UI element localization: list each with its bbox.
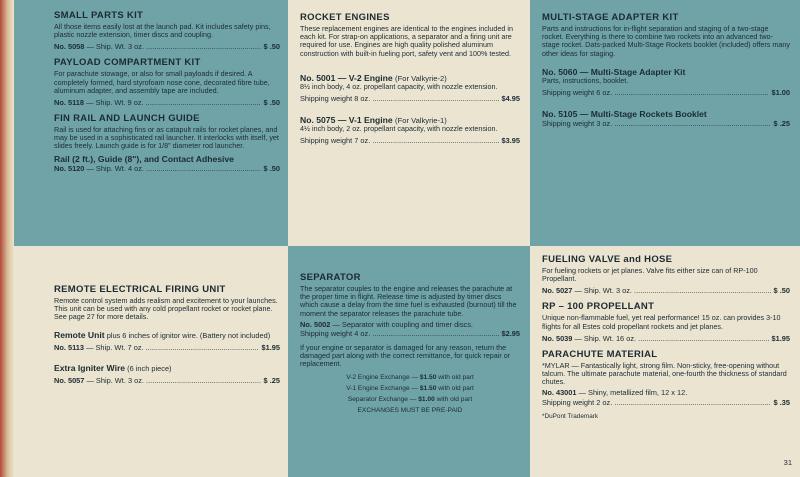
small-parts-order-line: [54, 42, 280, 52]
v1-engine-for: (For Valkyrie-1): [395, 116, 447, 126]
rp100-price: $1.95: [771, 333, 790, 343]
multi-stage-kit-desc: Parts, instructions, booklet.: [542, 75, 629, 85]
rp100-order-line: [542, 334, 790, 344]
remote-unit-title: Remote Unit: [54, 329, 105, 340]
remote-unit-price: $1.95: [261, 342, 280, 352]
rp100-number: No. 5039: [542, 333, 573, 343]
parachute-item-line: [542, 389, 790, 397]
igniter-wire-number: No. 5057: [54, 375, 85, 385]
rp100-desc: Unique non-flammable fuel, yet real performance! 15 oz. can provides 3-10 flights for all Estes cold propellant rockets and jet planes.: [542, 313, 781, 331]
v2-engine-desc: 8½ inch body, 4 oz. propellant capacity, with nozzle extension.: [300, 81, 498, 91]
parachute-desc: *MYLAR — Fantastically light, strong film. Non-sticky, free-opening without talcum. The ultimate parachute material, one-fourth the thickness of standard chutes.: [542, 360, 787, 387]
parachute-title: PARACHUTE MATERIAL: [542, 348, 658, 360]
separator-ship: Shipping weight 4 oz. .....: [300, 329, 499, 339]
remote-firing-title: REMOTE ELECTRICAL FIRING UNIT: [54, 284, 226, 295]
exchange-line-separator: [300, 394, 520, 405]
fueling-valve-number: No. 5027: [542, 286, 573, 296]
remote-unit-order-line: [54, 343, 280, 353]
igniter-wire-ship: — Ship. Wt. 3 oz.: [86, 375, 144, 385]
exchange-v2-price: $1.50: [419, 373, 437, 381]
separator-order-line: [300, 329, 520, 339]
parachute-ship: Shipping weight 2 oz. .....: [542, 398, 771, 408]
small-parts-title: SMALL PARTS KIT: [54, 10, 144, 21]
v2-engine-order-line: [300, 94, 520, 104]
rocket-engines-panel: [288, 0, 530, 246]
igniter-wire-title: Extra Igniter Wire: [54, 362, 126, 373]
fueling-valve-title: FUELING VALVE and HOSE: [542, 254, 673, 265]
v1-engine-ship: Shipping weight 7 oz. .....: [300, 136, 499, 146]
separator-panel: [288, 246, 530, 477]
separator-number: No. 5002: [300, 319, 331, 329]
exchange-v1-tail: with old part: [438, 384, 474, 392]
fueling-valve-order-line: [542, 286, 790, 296]
v1-engine-desc: 4½ inch body, 2 oz. propellant capacity, with nozzle extension.: [300, 124, 498, 134]
small-parts-ship: — Ship. Wt. 3 oz.: [86, 42, 144, 52]
fin-rail-title: FIN RAIL AND LAUNCH GUIDE: [54, 113, 200, 125]
multi-stage-booklet-price: $ .25: [773, 119, 790, 129]
page-binding-edge: [0, 0, 14, 477]
multi-stage-booklet-title: No. 5105 — Multi-Stage Rockets Booklet: [542, 109, 707, 120]
fin-rail-order-line: [54, 164, 280, 174]
dupont-trademark: *DuPont Trademark: [542, 412, 599, 420]
separator-damaged-note: If your engine or separator is damaged for any reason, return the damaged part along with the correct remittance, for quick repair or replacement.: [300, 343, 511, 369]
small-parts-desc: All those items easily lost at the launch pad. Kit includes safety pins, plastic nozzle extension, timer discs and coupling.: [54, 22, 271, 40]
parachute-price: $ .35: [773, 397, 790, 407]
remote-unit-ship: — Ship. Wt. 7 oz.: [86, 342, 144, 352]
separator-item-desc: — Separator with coupling and timer discs.: [332, 319, 473, 329]
fueling-valve-price: $ .50: [773, 286, 790, 296]
multi-stage-booklet-order-line: [542, 119, 790, 129]
rocket-engines-title: ROCKET ENGINES: [300, 12, 390, 23]
payload-order-line: [54, 98, 280, 108]
fin-rail-ship: — Ship. Wt. 4 oz.: [86, 163, 144, 173]
v2-engine-for: (For Valkyrie-2): [395, 73, 447, 83]
igniter-wire-order-line: [54, 376, 280, 386]
multi-stage-desc: Parts and instructions for in-flight separation and staging of a two-stage rocket. Everything is there to combine two rockets into an advanced two-stage rocket. Dats-packed Multi-Stage Rockets booklet (included) offers many other ideas for staging.: [542, 24, 790, 58]
rp100-title: RP – 100 PROPELLANT: [542, 301, 655, 313]
small-parts-number: No. 5058: [54, 42, 85, 52]
parachute-order-line: [542, 398, 790, 408]
remote-unit-number: No. 5113: [54, 342, 84, 352]
v2-engine-price: $4.95: [501, 94, 520, 104]
v1-engine-order-line: [300, 136, 520, 146]
fin-rail-price: $ .50: [263, 163, 280, 173]
payload-desc: For parachute stowage, or also for small payloads if desired. A completely formed, hard styrofoam nose cone, decorated fibre tube, aluminum adapter, and assembly tape are included.: [54, 69, 270, 95]
remote-firing-desc: Remote control system adds realism and excitement to your launches. This unit can be used with any cold propellant rocket or rocket plane. See page 27 for more details.: [54, 296, 278, 322]
v1-engine-number: No. 5075 — V-1 Engine: [300, 115, 393, 126]
payload-number: No. 5118: [54, 98, 84, 108]
multi-stage-panel: [530, 0, 800, 246]
exchange-v2-tail: with old part: [438, 373, 474, 381]
payload-price: $ .50: [263, 98, 280, 108]
parachute-item-desc: — Shiny, metallized film, 12 x 12.: [578, 388, 688, 398]
v2-engine-ship: Shipping weight 8 oz. .....: [300, 94, 499, 104]
exchange-prepaid-note: EXCHANGES MUST BE PRE-PAID: [357, 406, 463, 414]
separator-item-line: [300, 321, 520, 329]
multi-stage-kit-order-line: [542, 88, 790, 98]
rp100-ship: — Ship. Wt. 16 oz.: [574, 333, 637, 343]
parachute-number: No. 43001: [542, 388, 577, 398]
multi-stage-kit-title: No. 5060 — Multi-Stage Adapter Kit: [542, 66, 686, 77]
small-parts-price: $ .50: [263, 42, 280, 52]
remote-unit-heading: [54, 331, 280, 340]
rocket-engines-desc: These replacement engines are identical to the engines included in each kit. For strap-on applications, a separator and a firing unit are required for use. Engines are high quality polished aluminum construction with built-in fueling port, safety vent and 100% tested.: [300, 24, 513, 58]
separator-desc: The separator couples to the engine and releases the parachute at the proper time in flight. Release time is adjusted by timer discs which cause a delay from the time fuel is exhausted (burnout) till the moment the separator releases the parachute tube.: [300, 284, 517, 318]
v1-engine-price: $3.95: [501, 136, 520, 146]
exchange-separator-label: Separator Exchange —: [347, 395, 417, 403]
exchange-separator-tail: with old part: [436, 395, 473, 403]
payload-ship: — Ship. Wt. 9 oz.: [86, 98, 144, 108]
multi-stage-title: MULTI-STAGE ADAPTER KIT: [542, 12, 679, 23]
payload-title: PAYLOAD COMPARTMENT KIT: [54, 57, 201, 69]
igniter-wire-note: (6 inch piece): [127, 363, 172, 373]
separator-title: SEPARATOR: [300, 272, 361, 283]
remote-unit-note: plus 6 inches of ignitor wire. (Battery not included): [106, 330, 271, 340]
remote-firing-panel: [14, 246, 288, 477]
exchange-separator-price: $1.00: [418, 395, 435, 403]
multi-stage-booklet-ship: Shipping weight 3 oz. .....: [542, 119, 771, 129]
igniter-wire-price: $ .25: [263, 375, 280, 385]
page-number: 31: [783, 458, 792, 467]
exchange-v2-label: V-2 Engine Exchange —: [346, 373, 419, 381]
fueling-valve-desc: For fueling rockets or jet planes. Valve fits either size can of RP-100 Propellant.: [542, 266, 758, 284]
separator-price: $2.95: [501, 329, 520, 339]
exchange-line-v1: [300, 383, 520, 394]
exchange-v1-price: $1.50: [419, 384, 437, 392]
v2-engine-number: No. 5001 — V-2 Engine: [300, 72, 393, 83]
igniter-wire-heading: [54, 364, 280, 373]
fin-rail-desc: Rail is used for attaching fins or as catapult rails for rocket planes, and may be used in a sophisticated rail launcher. It interlocks with itself, yet slides freely. Launch guide is for 1/8" diameter rod launcher.: [54, 125, 279, 151]
small-parts-panel: [14, 0, 288, 246]
exchange-line-v2: [300, 372, 520, 383]
supplies-panel: [530, 246, 800, 477]
multi-stage-kit-price: $1.00: [771, 88, 790, 98]
exchange-v1-label: V-1 Engine Exchange —: [346, 384, 419, 392]
multi-stage-kit-ship: Shipping weight 6 oz. .....: [542, 88, 769, 98]
fin-rail-number: No. 5120: [54, 163, 85, 173]
fueling-valve-ship: — Ship. Wt. 3 oz.: [574, 286, 632, 296]
fin-rail-subtitle: Rail (2 ft.), Guide (8"), and Contact Adhesive: [54, 153, 234, 164]
